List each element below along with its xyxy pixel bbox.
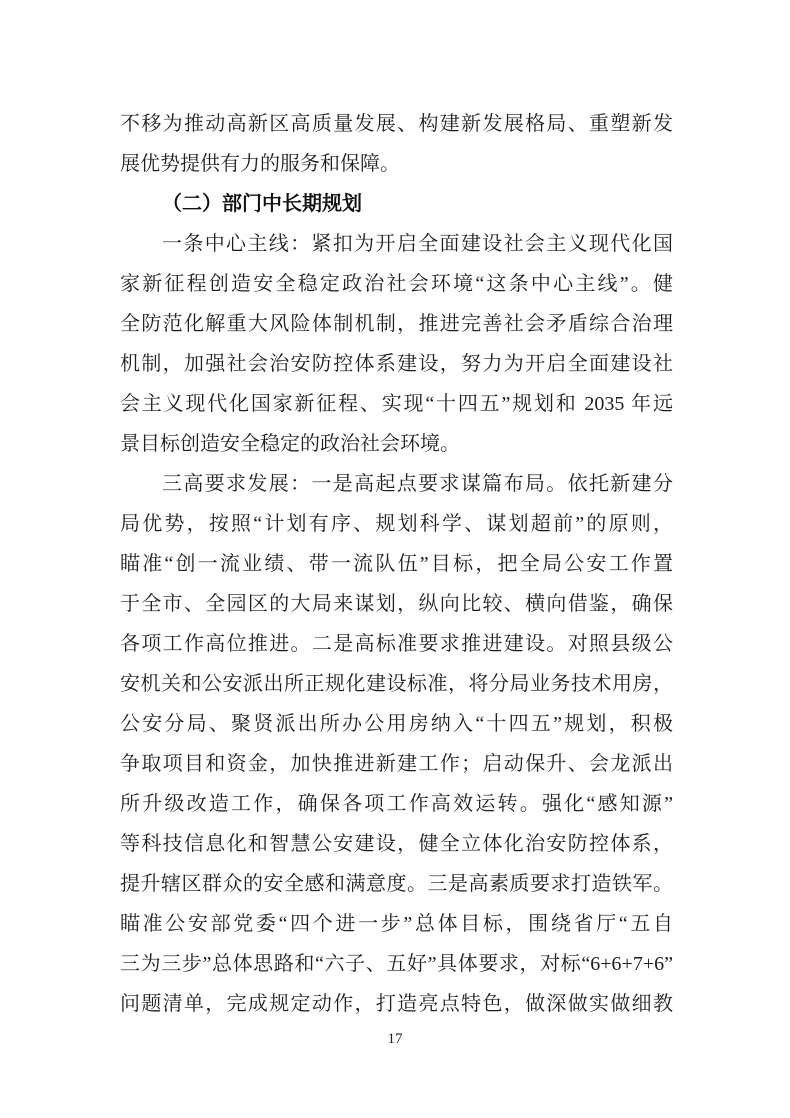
text-line: 等科技信息化和智慧公安建设，健全立体化治安防控体系， — [120, 833, 673, 855]
text-line: 局优势，按照“计划有序、规划科学、谋划超前”的原则， — [120, 513, 673, 535]
text-line: 展优势提供有力的服务和保障。 — [120, 153, 400, 175]
text-line: 三为三步”总体思路和“六子、五好”具体要求，对标“6+6+7+6” — [120, 953, 673, 975]
text-line: 公安分局、聚贤派出所办公用房纳入“十四五”规划，积极 — [120, 713, 673, 735]
page-number: 17 — [387, 1031, 403, 1047]
text-line: 全防范化解重大风险体制机制，推进完善社会矛盾综合治理 — [120, 313, 673, 335]
text-line: 提升辖区群众的安全感和满意度。三是高素质要求打造铁军。 — [120, 873, 673, 895]
text-line: 各项工作高位推进。二是高标准要求推进建设。对照县级公 — [120, 633, 673, 655]
text-line: 不移为推动高新区高质量发展、构建新发展格局、重塑新发 — [120, 113, 673, 135]
text-line: 会主义现代化国家新征程、实现“十四五”规划和 2035 年远 — [120, 393, 673, 415]
text-line: 瞄准公安部党委“四个进一步”总体目标，围绕省厅“五自 — [120, 913, 673, 935]
text-line: 所升级改造工作，确保各项工作高效运转。强化“感知源” — [120, 793, 673, 815]
text-line: 问题清单，完成规定动作，打造亮点特色，做深做实做细教 — [120, 993, 673, 1015]
text-line: 家新征程创造安全稳定政治社会环境“这条中心主线”。健 — [120, 273, 673, 295]
section-heading: （二）部门中长期规划 — [162, 193, 362, 215]
text-line: 一条中心主线：紧扣为开启全面建设社会主义现代化国 — [162, 233, 673, 255]
text-line: 景目标创造安全稳定的政治社会环境。 — [120, 433, 460, 455]
body-text — [120, 104, 673, 1024]
text-line: 争取项目和资金，加快推进新建工作；启动保升、会龙派出 — [120, 753, 673, 775]
text-line: 机制，加强社会治安防控体系建设，努力为开启全面建设社 — [120, 353, 673, 375]
text-line: 三高要求发展：一是高起点要求谋篇布局。依托新建分 — [162, 473, 673, 495]
text-line: 瞄准“创一流业绩、带一流队伍”目标，把全局公安工作置 — [120, 553, 673, 575]
text-line: 安机关和公安派出所正规化建设标准，将分局业务技术用房， — [120, 673, 673, 695]
text-line: 于全市、全园区的大局来谋划，纵向比较、横向借鉴，确保 — [120, 593, 673, 615]
